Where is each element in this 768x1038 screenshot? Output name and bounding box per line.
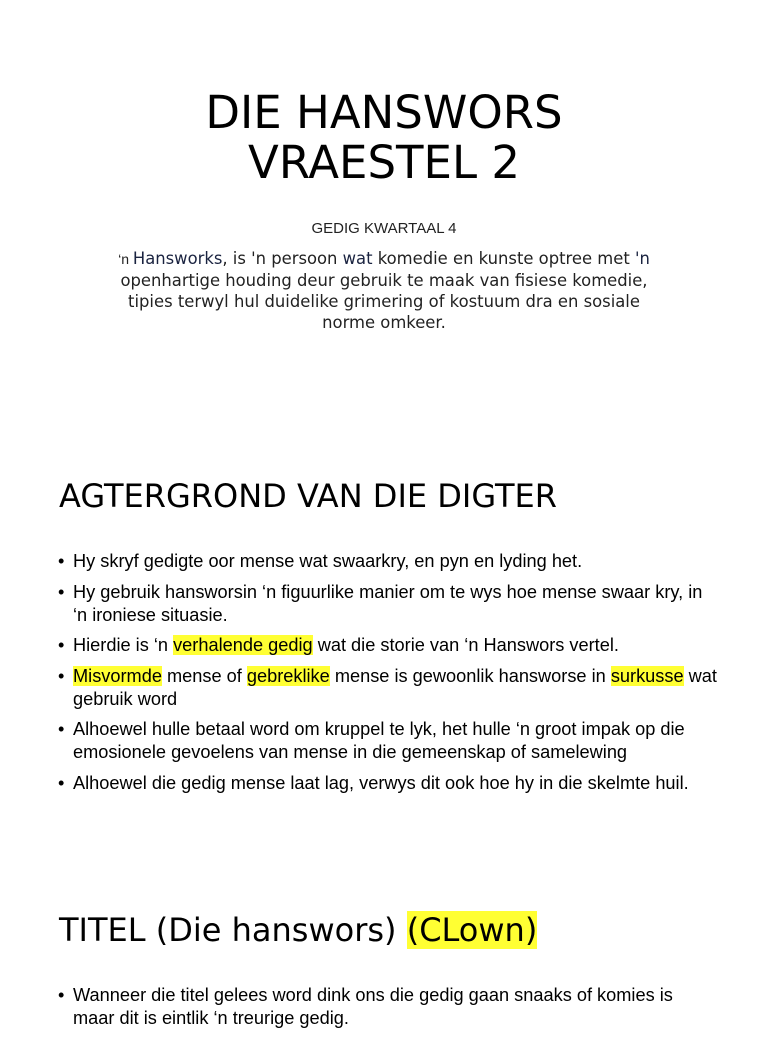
intro-part: 'n [635,249,650,268]
list-item [58,550,718,573]
bullet-text: Alhoewel hulle betaal word om kruppel te lyk, het hulle ‘n groot impak op die emosionele gevoelens van mense in die gemeenskap of samelewing [73,719,685,762]
intro-part: openhartige houding deur gebruik te maak van fisiese komedie, tipies terwyl hul duidelike grimering of kostuum dra en sosiale norme omkeer. [120,271,648,332]
intro-part: , is 'n persoon [222,249,343,268]
list-item [58,581,718,627]
highlighted-text: Misvormde [73,665,162,686]
bullet-text: Wanneer die titel gelees word dink ons die gedig gaan snaaks of komies is maar dit is eintlik ‘n treurige gedig. [73,985,673,1028]
bullet-text: Alhoewel die gedig mense laat lag, verwys dit ook hoe hy in die skelmte huil. [73,772,689,793]
list-item [58,984,718,1030]
highlighted-text: surkusse [610,665,684,686]
intro-part: Hansworks [132,249,223,268]
bullet-list-titel [58,984,718,1038]
bullet-text: Hy skryf gedigte oor mense wat swaarkry, en pyn en lyding het. [73,551,583,571]
subtitle: GEDIG KWARTAAL 4 [311,220,457,237]
intro-part: wat [342,249,373,268]
heading-text: TITEL (Die hanswors) [59,911,407,949]
intro-part: komedie en kunste optree met [372,249,635,268]
list-item [58,634,718,657]
intro-paragraph [104,248,664,333]
title-line-1: DIE HANSWORS [205,86,563,139]
bullet-text: Hy gebruik hansworsin ‘n figuurlike manier om te wys hoe mense swaar kry, in ‘n ironiese situasie. [73,581,703,625]
list-item [58,772,718,795]
list-item [58,665,718,711]
section-heading-agtergrond: AGTERGROND VAN DIE DIGTER [59,477,557,515]
slide-title [0,88,768,188]
bullet-text: wat die storie van ‘n Hanswors vertel. [312,635,619,655]
highlighted-text: gebreklike [246,665,330,686]
highlighted-text: verhalende gedig [173,635,313,655]
bullet-text: Hierdie is ‘n [73,635,174,655]
highlighted-text: (CLown) [406,911,538,949]
bullet-text: mense is gewoonlik hansworse in [329,665,611,686]
section-heading-titel [59,910,537,950]
bullet-text: mense of [161,665,247,686]
title-line-2: VRAESTEL 2 [248,136,520,189]
intro-part: ‘n [118,251,133,267]
bullet-text: wat gebruik word [73,665,717,709]
bullet-list-agtergrond [58,550,718,802]
list-item [58,718,718,764]
